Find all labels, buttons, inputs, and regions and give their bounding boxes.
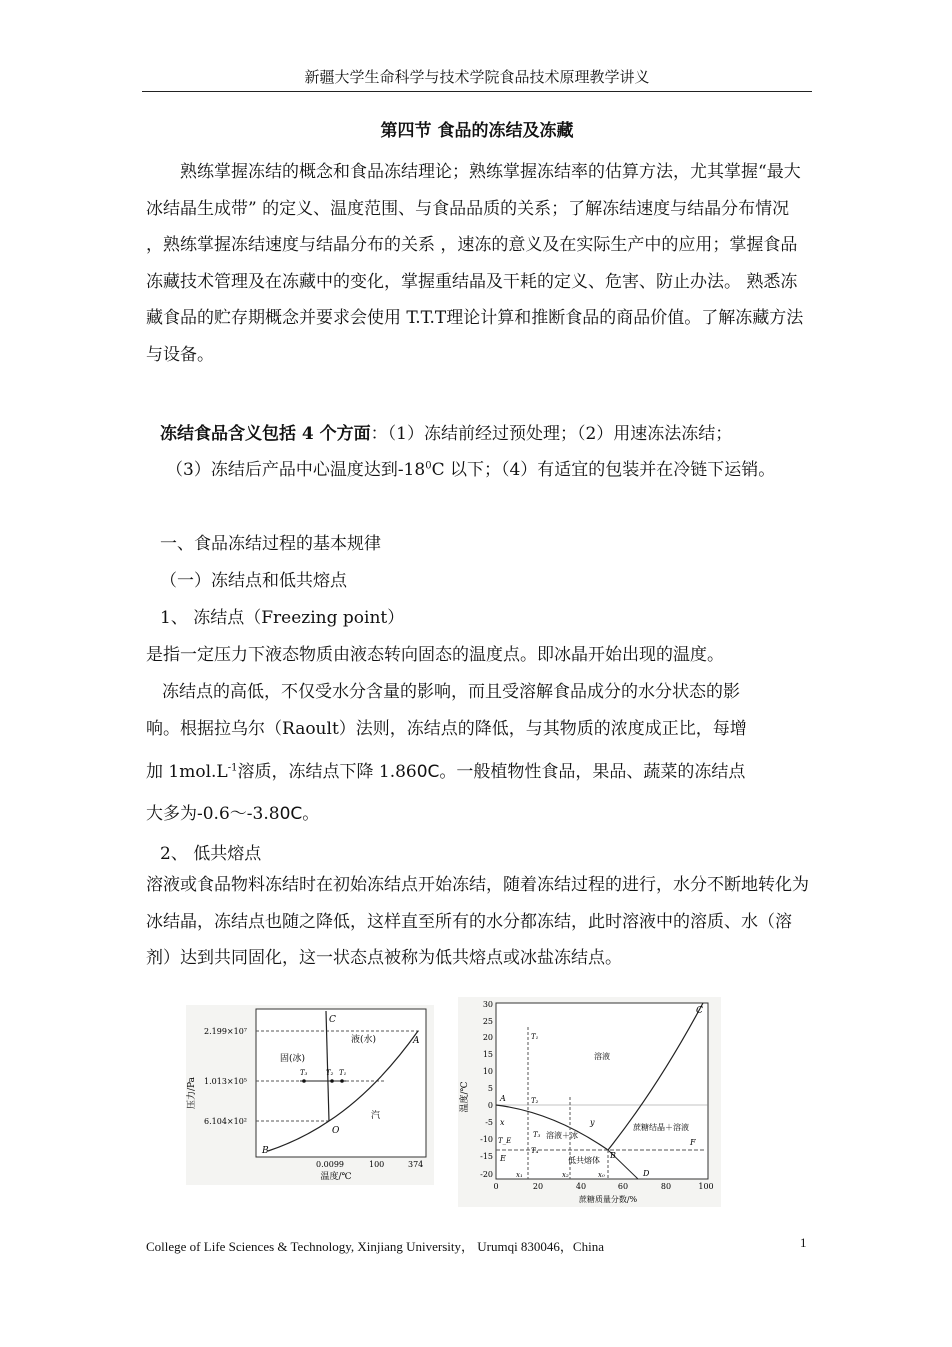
point-t2 [330,1079,334,1083]
header-divider [142,91,812,92]
label-e: E [500,1154,506,1163]
label-t4: T₄ [531,1147,539,1155]
label-x0: x₀ [598,1171,605,1179]
point-t3 [302,1079,306,1083]
label-x2: x₂ [562,1171,569,1179]
y-tick-label: 10 [482,1067,493,1076]
label-d: D [643,1169,650,1178]
label-y: y [590,1118,595,1127]
y-tick-label: 15 [482,1050,493,1059]
section-title: 第四节 食品的冻结及冻藏 [380,121,574,141]
x-axis-label: 蔗糖质量分数/% [578,1195,638,1204]
x-tick-label: 374 [408,1160,424,1169]
superscript: -1 [227,762,238,774]
x-tick-label: 80 [660,1182,672,1191]
label-t2: T₂ [326,1069,334,1077]
degree-unit: 0C。 [279,804,320,824]
y-tick-label: 2.199×10⁷ [204,1027,247,1036]
label-eutectic: 低共熔体 [568,1156,600,1165]
label-a: A [500,1094,506,1103]
frozen-food-definition-line2 [166,455,775,480]
freezing-point-para-line4 [146,799,319,824]
frozen-food-definition-lead: 冻结食品含义包括 4 个方面 [160,424,371,444]
label-solution: 溶液 [594,1052,610,1061]
text-span: 溶质，冻结点下降 1.86 [237,762,417,782]
text-span: 大多为-0.6～-3.8 [146,804,280,824]
label-t1: T₁ [531,1033,539,1041]
degree-sup: 0 [425,460,432,472]
label-a: A [413,1036,420,1046]
y-tick-label: -10 [480,1135,493,1144]
label-x1: x₁ [516,1171,523,1179]
x-axis-label: 温度/℃ [320,1172,352,1182]
y-tick-label: -5 [485,1118,493,1127]
label-vapor: 汽 [371,1111,381,1121]
frozen-food-definition-line1 [160,419,732,444]
item-freezing-point: 1、 冻结点（Freezing point） [160,608,405,628]
x-tick-label: 60 [617,1182,629,1191]
item-eutectic-point: 2、 低共熔点 [160,844,262,864]
frozen-food-definition-text2b: C 以下；（4）有适宜的包装并在冷链下运销。 [431,460,776,480]
label-t1: T₁ [339,1069,347,1077]
y-tick-label: 1.013×10⁵ [204,1077,247,1086]
page-footer: College of Life Sciences & Technology, Xinjiang University， Urumqi 830046，China [146,1239,604,1254]
label-c: C [696,1006,703,1016]
x-tick-label: 20 [532,1182,544,1191]
freezing-point-para-line2: 响。根据拉乌尔（Raoult）法则，冻结点的降低，与其物质的浓度成正比，每增 [146,719,747,739]
text-span: 。一般植物性食品，果品、蔬菜的冻结点 [439,762,746,782]
label-o: O [332,1126,340,1136]
freezing-point-para-line1: 冻结点的高低，不仅受水分含量的影响，而且受溶解食品成分的水分状态的影 [162,682,740,702]
y-tick-label: 25 [482,1017,493,1026]
label-solid: 固(冰) [280,1054,306,1064]
sucrose-water-phase-diagram [458,997,721,1207]
label-solution-ice: 溶液＋冰 [546,1131,578,1140]
label-t3: T₃ [533,1131,541,1139]
y-tick-label: 30 [482,1000,493,1009]
y-tick-label: -15 [480,1152,493,1161]
label-te: T_E [498,1137,512,1145]
label-f: F [690,1138,696,1147]
label-sugar-solution: 蔗糖结晶＋溶液 [633,1123,689,1132]
x-tick-label: 0 [493,1182,499,1191]
eutectic-point-paragraph: 溶液或食品物料冻结时在初始冻结点开始冻结，随着冻结过程的进行，水分不断地转化为冰结晶，冻结点也随之降低，这样直至所有的水分都冻结，此时溶液中的溶质、水（溶剂）达到共同固化，这一状态点被称为低共熔点或冰盐冻结点。 [146,875,809,969]
label-b: B [610,1151,616,1160]
running-header: 新疆大学生命科学与技术学院食品技术原理教学讲义 [304,68,650,86]
y-axis-label: 压力/Pa [187,1076,197,1110]
freezing-point-para-line3 [146,757,745,782]
page-number: 1 [800,1235,807,1250]
frozen-food-definition-text1: ：（1）冻结前经过预处理；（2）用速冻法冻结； [370,424,733,444]
x-tick-label: 100 [369,1160,385,1169]
label-liquid: 液(水) [351,1035,377,1045]
x-tick-label: 100 [698,1182,714,1191]
degree-unit: 0C [416,762,440,782]
y-tick-label: 6.104×10² [204,1117,247,1126]
intro-paragraph: 熟练掌握冻结的概念和食品冻结理论；熟练掌握冻结率的估算方法，尤其掌握“最大冰结晶生成带” 的定义、温度范围、与食品品质的关系；了解冻结速度与结晶分布情况 ，熟练掌握冻结速度与结晶分布的关系 ，速冻的意义及在实际生产中的应用；掌握食品冻藏技术管理及在冻藏中的变化，掌握重结晶及干耗的定义、危害、防止办法。 熟悉冻藏食品的贮存期概念并要求会使用 T.T.T理论计算和推断食品的商品价值。了解冻藏方法与设备。 [146,162,804,365]
y-axis-label: 温度/℃ [460,1081,470,1113]
y-tick-label: 0 [487,1101,493,1110]
point-t1 [340,1079,344,1083]
y-tick-label: -20 [480,1170,493,1179]
y-tick-label: 20 [482,1033,493,1042]
water-phase-diagram [186,1005,434,1185]
frozen-food-definition-text2a: （3）冻结后产品中心温度达到-18 [166,460,426,480]
label-x: x [500,1118,505,1127]
subsection-heading-1: （一）冻结点和低共熔点 [160,571,347,591]
text-span: 加 1mol.L [146,762,228,782]
section-heading-1: 一、食品冻结过程的基本规律 [160,534,381,554]
label-t3: T₃ [300,1069,308,1077]
label-b: B [262,1146,269,1156]
label-c: C [329,1015,336,1025]
x-tick-label: 0.0099 [316,1160,344,1169]
x-tick-label: 40 [575,1182,587,1191]
freezing-point-definition: 是指一定压力下液态物质由液态转向固态的温度点。即冰晶开始出现的温度。 [146,645,724,665]
y-tick-label: 5 [487,1084,493,1093]
label-t2: T₂ [531,1097,539,1105]
